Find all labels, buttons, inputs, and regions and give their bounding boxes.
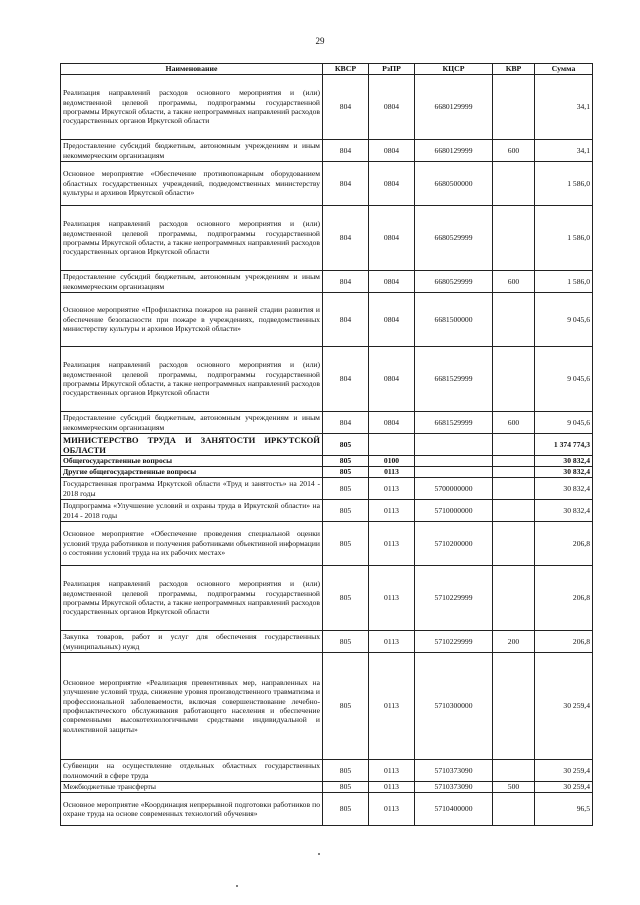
cell-kcsr: 5710229999 bbox=[415, 566, 493, 631]
cell-kcsr: 5710400000 bbox=[415, 793, 493, 826]
cell-kvr bbox=[493, 434, 535, 456]
cell-kvr bbox=[493, 653, 535, 760]
table-row bbox=[61, 760, 593, 782]
header-kvsr: КВСР bbox=[323, 64, 369, 75]
cell-sum: 9 045,6 bbox=[535, 293, 593, 347]
cell-kcsr: 5710000000 bbox=[415, 500, 493, 522]
cell-kcsr: 6680529999 bbox=[415, 271, 493, 293]
cell-name: Государственная программа Иркутской области «Труд и занятость» на 2014 - 2018 годы bbox=[61, 478, 323, 500]
cell-kvr: 600 bbox=[493, 140, 535, 162]
cell-rzpr: 0804 bbox=[369, 162, 415, 206]
cell-kcsr bbox=[415, 434, 493, 456]
cell-kvr: 600 bbox=[493, 271, 535, 293]
cell-rzpr: 0113 bbox=[369, 566, 415, 631]
cell-kvsr: 804 bbox=[323, 412, 369, 434]
cell-name: Реализация направлений расходов основного мероприятия и (или) ведомственной целевой программы, подпрограммы государственной программы Иркутской области, а также непрограммных направлений расходов государственных органов Иркутской области bbox=[61, 347, 323, 412]
table-row bbox=[61, 140, 593, 162]
budget-table bbox=[60, 63, 593, 826]
cell-kvr bbox=[493, 566, 535, 631]
cell-kcsr: 6681500000 bbox=[415, 293, 493, 347]
cell-kvsr: 805 bbox=[323, 478, 369, 500]
cell-sum: 206,8 bbox=[535, 522, 593, 566]
cell-sum: 34,1 bbox=[535, 75, 593, 140]
cell-rzpr: 0804 bbox=[369, 347, 415, 412]
cell-sum: 96,5 bbox=[535, 793, 593, 826]
cell-name: Субвенции на осуществление отдельных областных государственных полномочий в сфере труда bbox=[61, 760, 323, 782]
cell-kcsr: 5710373090 bbox=[415, 760, 493, 782]
cell-kcsr: 5700000000 bbox=[415, 478, 493, 500]
cell-rzpr: 0113 bbox=[369, 782, 415, 793]
cell-kcsr: 5710229999 bbox=[415, 631, 493, 653]
cell-rzpr: 0113 bbox=[369, 522, 415, 566]
speck-mark bbox=[236, 885, 238, 887]
table-row bbox=[61, 434, 593, 456]
cell-kcsr: 5710300000 bbox=[415, 653, 493, 760]
cell-kvsr: 804 bbox=[323, 75, 369, 140]
table-row bbox=[61, 522, 593, 566]
cell-rzpr: 0113 bbox=[369, 760, 415, 782]
cell-sum: 30 832,4 bbox=[535, 456, 593, 467]
table-row bbox=[61, 412, 593, 434]
page-number: 29 bbox=[315, 36, 325, 46]
table-header-row bbox=[61, 64, 593, 75]
cell-rzpr: 0113 bbox=[369, 653, 415, 760]
cell-kvr bbox=[493, 760, 535, 782]
cell-name: Основное мероприятие «Профилактика пожаров на ранней стадии развития и обеспечение безопасности при пожаре в учреждениях, подведомственных министерству культуры и архивов Иркутской области» bbox=[61, 293, 323, 347]
cell-kvsr: 804 bbox=[323, 347, 369, 412]
cell-kcsr: 6680500000 bbox=[415, 162, 493, 206]
cell-sum: 1 586,0 bbox=[535, 206, 593, 271]
cell-kvsr: 804 bbox=[323, 271, 369, 293]
cell-rzpr: 0113 bbox=[369, 631, 415, 653]
cell-kvsr: 805 bbox=[323, 566, 369, 631]
cell-sum: 34,1 bbox=[535, 140, 593, 162]
table-row bbox=[61, 500, 593, 522]
cell-sum: 1 374 774,3 bbox=[535, 434, 593, 456]
cell-kcsr bbox=[415, 456, 493, 467]
cell-kvr bbox=[493, 500, 535, 522]
cell-name: Предоставление субсидий бюджетным, автономным учреждениям и иным некоммерческим организациям bbox=[61, 412, 323, 434]
cell-rzpr: 0804 bbox=[369, 140, 415, 162]
cell-sum: 30 259,4 bbox=[535, 653, 593, 760]
cell-name: МИНИСТЕРСТВО ТРУДА И ЗАНЯТОСТИ ИРКУТСКОЙ ОБЛАСТИ bbox=[61, 434, 323, 456]
cell-kvsr: 805 bbox=[323, 793, 369, 826]
cell-kvr bbox=[493, 206, 535, 271]
cell-kvsr: 805 bbox=[323, 522, 369, 566]
cell-kcsr: 6680529999 bbox=[415, 206, 493, 271]
cell-rzpr: 0113 bbox=[369, 478, 415, 500]
cell-name: Межбюджетные трансферты bbox=[61, 782, 323, 793]
cell-kcsr: 5710373090 bbox=[415, 782, 493, 793]
cell-rzpr: 0804 bbox=[369, 206, 415, 271]
cell-name: Реализация направлений расходов основного мероприятия и (или) ведомственной целевой программы, подпрограммы государственной программы Иркутской области, а также непрограммных направлений расходов государственных органов Иркутской области bbox=[61, 75, 323, 140]
cell-kcsr bbox=[415, 467, 493, 478]
cell-sum: 1 586,0 bbox=[535, 271, 593, 293]
cell-kvr: 200 bbox=[493, 631, 535, 653]
cell-name: Основное мероприятие «Координация непрерывной подготовки работников по охране труда на основе современных технологий обучения» bbox=[61, 793, 323, 826]
cell-sum: 206,8 bbox=[535, 631, 593, 653]
cell-kvr: 500 bbox=[493, 782, 535, 793]
cell-kvr bbox=[493, 456, 535, 467]
cell-kvr bbox=[493, 75, 535, 140]
cell-kvr bbox=[493, 793, 535, 826]
cell-kvsr: 805 bbox=[323, 782, 369, 793]
cell-rzpr: 0804 bbox=[369, 412, 415, 434]
table-row bbox=[61, 271, 593, 293]
cell-name: Предоставление субсидий бюджетным, автономным учреждениям и иным некоммерческим организациям bbox=[61, 140, 323, 162]
table-row bbox=[61, 478, 593, 500]
cell-kvsr: 805 bbox=[323, 631, 369, 653]
table-row bbox=[61, 162, 593, 206]
cell-kcsr: 5710200000 bbox=[415, 522, 493, 566]
cell-kvsr: 805 bbox=[323, 467, 369, 478]
cell-name: Основное мероприятие «Реализация превентивных мер, направленных на улучшение условий труда, снижение уровня производственного травматизма и профессиональной заболеваемости, включая совершенствование лечебно-профилактического обслуживания работающего населения и обеспечение современными высокотехнологичными средствами индивидуальной и коллективной защиты» bbox=[61, 653, 323, 760]
table-row bbox=[61, 456, 593, 467]
cell-rzpr: 0113 bbox=[369, 500, 415, 522]
cell-sum: 30 259,4 bbox=[535, 782, 593, 793]
cell-name: Закупка товаров, работ и услуг для обеспечения государственных (муниципальных) нужд bbox=[61, 631, 323, 653]
cell-name: Другие общегосударственные вопросы bbox=[61, 467, 323, 478]
cell-sum: 9 045,6 bbox=[535, 347, 593, 412]
cell-kvr bbox=[493, 162, 535, 206]
cell-name: Подпрограмма «Улучшение условий и охраны труда в Иркутской области» на 2014 - 2018 годы bbox=[61, 500, 323, 522]
cell-kvr bbox=[493, 293, 535, 347]
table-row bbox=[61, 467, 593, 478]
table-row bbox=[61, 75, 593, 140]
table-row bbox=[61, 793, 593, 826]
cell-kvr: 600 bbox=[493, 412, 535, 434]
cell-kcsr: 6680129999 bbox=[415, 140, 493, 162]
cell-kvsr: 804 bbox=[323, 162, 369, 206]
header-sum: Сумма bbox=[535, 64, 593, 75]
cell-kcsr: 6681529999 bbox=[415, 347, 493, 412]
speck-mark bbox=[318, 853, 320, 855]
header-kcsr: КЦСР bbox=[415, 64, 493, 75]
table-row bbox=[61, 347, 593, 412]
cell-kvsr: 804 bbox=[323, 293, 369, 347]
cell-kvr bbox=[493, 522, 535, 566]
cell-kvsr: 805 bbox=[323, 760, 369, 782]
cell-name: Общегосударственные вопросы bbox=[61, 456, 323, 467]
header-kvr: КВР bbox=[493, 64, 535, 75]
cell-rzpr: 0113 bbox=[369, 467, 415, 478]
cell-sum: 30 832,4 bbox=[535, 467, 593, 478]
cell-name: Реализация направлений расходов основного мероприятия и (или) ведомственной целевой программы, подпрограммы государственной программы Иркутской области, а также непрограммных направлений расходов государственных органов Иркутской области bbox=[61, 566, 323, 631]
cell-rzpr: 0804 bbox=[369, 271, 415, 293]
cell-kcsr: 6680129999 bbox=[415, 75, 493, 140]
cell-kcsr: 6681529999 bbox=[415, 412, 493, 434]
cell-sum: 30 259,4 bbox=[535, 760, 593, 782]
table-row bbox=[61, 631, 593, 653]
cell-sum: 206,8 bbox=[535, 566, 593, 631]
cell-kvsr: 804 bbox=[323, 206, 369, 271]
cell-kvsr: 805 bbox=[323, 653, 369, 760]
table-row bbox=[61, 293, 593, 347]
cell-name: Реализация направлений расходов основного мероприятия и (или) ведомственной целевой программы, подпрограммы государственной программы Иркутской области, а также непрограммных направлений расходов государственных органов Иркутской области bbox=[61, 206, 323, 271]
cell-kvsr: 805 bbox=[323, 500, 369, 522]
cell-sum: 9 045,6 bbox=[535, 412, 593, 434]
cell-kvr bbox=[493, 347, 535, 412]
cell-rzpr bbox=[369, 434, 415, 456]
cell-name: Основное мероприятие «Обеспечение противопожарным оборудованием областных государственных учреждений, подведомственных министерству культуры и архивов Иркутской области» bbox=[61, 162, 323, 206]
cell-sum: 1 586,0 bbox=[535, 162, 593, 206]
table-row bbox=[61, 566, 593, 631]
cell-kvsr: 804 bbox=[323, 140, 369, 162]
header-name: Наименование bbox=[61, 64, 323, 75]
cell-kvr bbox=[493, 478, 535, 500]
cell-name: Предоставление субсидий бюджетным, автономным учреждениям и иным некоммерческим организациям bbox=[61, 271, 323, 293]
cell-rzpr: 0100 bbox=[369, 456, 415, 467]
cell-kvr bbox=[493, 467, 535, 478]
cell-name: Основное мероприятие «Обеспечение проведения специальной оценки условий труда работников и получения работниками объективной информации о состоянии условий труда на их рабочих местах» bbox=[61, 522, 323, 566]
table-row bbox=[61, 782, 593, 793]
cell-rzpr: 0804 bbox=[369, 75, 415, 140]
header-rzpr: РзПР bbox=[369, 64, 415, 75]
cell-kvsr: 805 bbox=[323, 434, 369, 456]
cell-sum: 30 832,4 bbox=[535, 478, 593, 500]
table-row bbox=[61, 653, 593, 760]
cell-rzpr: 0804 bbox=[369, 293, 415, 347]
cell-rzpr: 0113 bbox=[369, 793, 415, 826]
cell-kvsr: 805 bbox=[323, 456, 369, 467]
table-body bbox=[61, 75, 593, 826]
table-row bbox=[61, 206, 593, 271]
cell-sum: 30 832,4 bbox=[535, 500, 593, 522]
